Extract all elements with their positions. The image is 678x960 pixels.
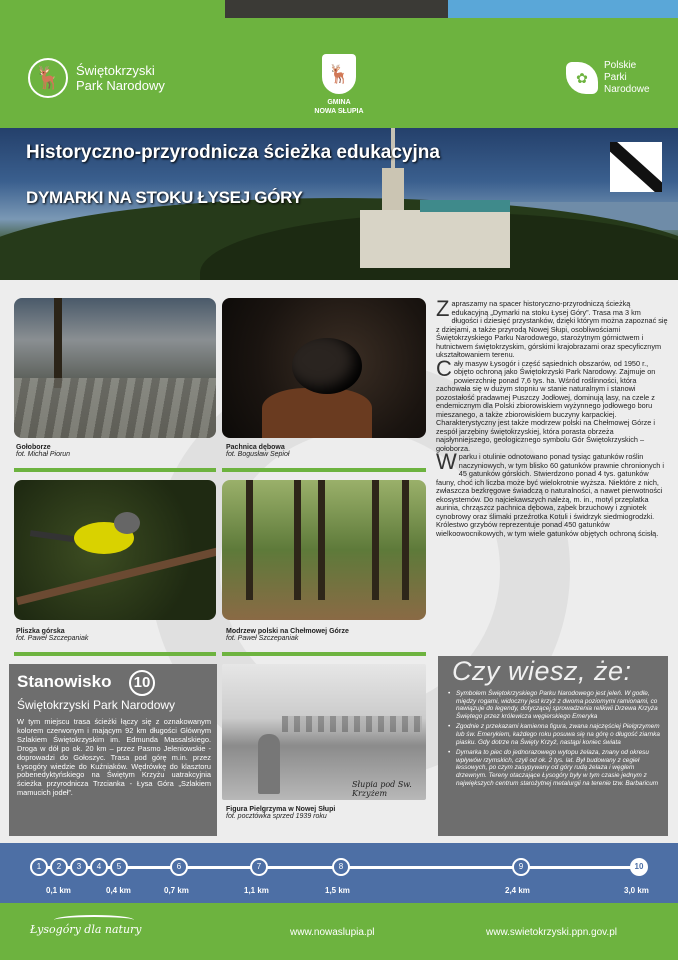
timeline-distance: 1,1 km: [244, 886, 269, 895]
caption-pielgrzym: [226, 806, 335, 820]
footer-logo: Łysogóry dla natury: [30, 923, 142, 936]
timeline-stop-5: 5: [110, 858, 128, 876]
caption-credit: fot. pocztówka sprzed 1939 roku: [226, 813, 327, 820]
station-box: [9, 664, 217, 836]
national-parks-line1: Polskie: [604, 60, 637, 71]
fact-item: • Dymarka to piec do jednorazowego wytopu żelaza, znany od okresu wpływów rzymskich, czyli od ok. 2 tys. lat. Był budowany z cegieł lessowych, po czym zasypywany od góry rudą żelaza i węglem drzewnym. Tereny otaczające Łysogóry były w tym czasie jednym z największych centrum starożytnej metalurgii na terenie tzw. Barbaricum: [448, 749, 660, 787]
gmina-logo: [314, 54, 364, 116]
station-number: 10: [129, 670, 155, 696]
timeline-distance: 0,4 km: [106, 886, 131, 895]
caption-modrzew: [226, 628, 349, 642]
timeline-distance: 3,0 km: [624, 886, 649, 895]
timeline-stop-3: 3: [70, 858, 88, 876]
footer-link-park[interactable]: www.swietokrzyski.ppn.gov.pl: [486, 927, 617, 938]
park-logo-line1: Świętokrzyski: [76, 63, 155, 78]
drop-cap: Z: [436, 296, 450, 321]
intro-paragraph-1: Zapraszamy na spacer historyczno-przyrodniczą ścieżką edukacyjną „Dymarki na stoku Łysej Góry”. Trasa ma 3 km długości i dziesięć przystanków, dzięki którym można zapoznać się z dziejami, a także przyrodą Nowej Słupi, osobliwościami Świętokrzyskiego Parku Narodowego, starożytnym górnictwem i hutnictwem świętokrzyskim, górskimi krajobrazami oraz specyficznym ukształtowaniem terenu.: [436, 296, 668, 359]
caption-credit: fot. Paweł Szczepaniak: [16, 635, 89, 642]
timeline-distance: 0,7 km: [164, 886, 189, 895]
gmina-logo-line1: GMINA: [327, 99, 351, 106]
caption-bar: [222, 468, 426, 472]
caption-bar: [14, 652, 216, 656]
timeline-stop-6: 6: [170, 858, 188, 876]
did-you-know-list: [448, 690, 660, 790]
timeline-stop-9: 9: [512, 858, 530, 876]
station-text: W tym miejscu trasa ścieżki łączy się z oznakowanym kolorem czerwonym i mającym 92 km długości Głównym Szlakiem Świętokrzyskim im. Edmunda Massalskiego. Droga w dół po ok. 20 km – przez Pasmo Jeleniowskie - doprowadzi do Gołoszyc. Trasa pod górę m.in. przez Łysogóry wiedzie do Kuźniaków. Wędrówkę do klasztoru pobenedyktyńskiego na Świętym Krzyżu uatrakcyjnia ścieżka przyrodnicza Trzcianka - Łysa Góra „Szlakiem mamucich jodeł”.: [17, 717, 211, 798]
fact-item: • Symbolem Świętokrzyskiego Parku Narodowego jest jeleń. W godle, między rogami, widoczny jest krzyż z dwoma poziomymi ramionami, co nawiązuje do legendy, dotyczącej sprowadzenia relikwii Drzewa Krzyża Świętego przez królewicza węgierskiego Emeryka: [448, 690, 660, 720]
drop-cap: W: [436, 449, 457, 474]
did-you-know-title: Czy wiesz, że:: [452, 656, 632, 686]
fact-item: • Zgodnie z przekazami kamienna figura, zwana najczęściej Pielgrzymem lub św. Emerykiem, każdego roku posuwa się na górę o długość ziarnka piasku. Gdy dotrze na Święty Krzyż, nastąpi koniec świata: [448, 723, 660, 746]
trail-timeline: [0, 843, 678, 903]
timeline-stop-1: 1: [30, 858, 48, 876]
timeline-stop-7: 7: [250, 858, 268, 876]
caption-title: Figura Pielgrzyma w Nowej Słupi: [226, 806, 336, 813]
caption-bar: [14, 468, 216, 472]
intro-paragraph-3: W parku i otulinie odnotowano ponad tysiąc gatunków roślin naczyniowych, w tym blisko 60 gatunków prawnie chronionych i 45 gatunków górskich. Stwierdzono ponad 4 tys. gatunków fauny, choć ich liczba może być wielokrotnie wyższa. Niektóre z nich, zwłaszcza bezkręgowe świadczą o naturalności, a nawet pierwotności ekosystemów. Do najciekawszych należą, m. in., motyl przeplatka aurinia, chrząszcz pachnica dębowa, ząbek brzuchowy i zgniotek cynobrowy oraz ślimaki przeźrotka Kotuli i świdrzyk siedmiogrodzki. Królestwo grzybów reprezentuje ponad 450 gatunków wielkoowocnikowych, w tym wiele gatunków objętych ochroną ścisłą.: [436, 449, 664, 538]
deer-shield-icon: 🦌: [322, 54, 356, 94]
caption-pachnica: [226, 444, 289, 458]
leaf-icon: ✿: [566, 62, 598, 94]
park-logo-line2: Park Narodowy: [76, 78, 165, 93]
deer-icon: 🦌: [28, 58, 68, 98]
trail-flag-icon: [610, 142, 662, 192]
timeline-distance: 0,1 km: [46, 886, 71, 895]
header: [0, 18, 678, 128]
trail-subtitle: DYMARKI NA STOKU ŁYSEJ GÓRY: [26, 188, 303, 207]
national-parks-logo: [566, 60, 650, 96]
photo-goloborze: [14, 298, 216, 438]
drop-cap: C: [436, 355, 452, 381]
timeline-distance: 1,5 km: [325, 886, 350, 895]
station-label: Stanowisko: [17, 672, 112, 691]
caption-credit: fot. Michał Piorun: [16, 451, 71, 458]
park-logo: [28, 58, 165, 98]
intro-text: [436, 296, 668, 538]
photo-pielgrzym: [222, 664, 426, 800]
monastery-image: [360, 188, 510, 268]
national-parks-line3: Narodowe: [604, 84, 650, 95]
footer-link-nowaslupia[interactable]: www.nowaslupia.pl: [290, 927, 375, 938]
intro-paragraph-2: Cały masyw Łysogór i część sąsiednich obszarów, od 1950 r., objęto ochroną jako Świętokrzyski Park Narodowy. Zajmuje on powierzchnię ponad 7,6 tys. ha. Wśród roślinności, która zachowała się w dużym stopniu w stanie naturalnym i stanowi pozostałość pradawnej Puszczy Jodłowej, dominują lasy, na czele z endemicznym dla Polski zbiorowiskiem wyżynnego jodłowego boru mieszanego, a także zbiorowiskiem buczyny karpackiej. Charakterystyczny jest także modrzew polski na Chełmowej Górze i zespół jarzębiny świętokrzyskiej, która porasta obrzeża najsłynniejszego, geologicznego symbolu Gór Świętokrzyskich – gołoborza.: [436, 355, 656, 453]
timeline-stop-2: 2: [50, 858, 68, 876]
timeline-stop-8: 8: [332, 858, 350, 876]
caption-title: Gołoborze: [16, 444, 51, 451]
trail-title: Historyczno-przyrodnicza ścieżka edukacyjna: [26, 142, 440, 163]
did-you-know-box: [438, 656, 668, 836]
timeline-stop-10-current: 10: [630, 858, 648, 876]
photo-modrzew: [222, 480, 426, 620]
photo-pliszka: [14, 480, 216, 620]
caption-credit: fot. Paweł Szczepaniak: [226, 635, 299, 642]
caption-title: Pliszka górska: [16, 628, 65, 635]
station-subtitle: Świętokrzyski Park Narodowy: [17, 698, 176, 712]
caption-title: Modrzew polski na Chełmowej Górze: [226, 628, 349, 635]
caption-pliszka: [16, 628, 88, 642]
caption-goloborze: [16, 444, 70, 458]
caption-credit: fot. Bogusław Sepioł: [226, 451, 290, 458]
photo-pachnica: [222, 298, 426, 438]
caption-title: Pachnica dębowa: [226, 444, 285, 451]
timeline-distance: 2,4 km: [505, 886, 530, 895]
gmina-logo-line2: NOWA SŁUPIA: [314, 108, 364, 115]
caption-bar: [222, 652, 426, 656]
timeline-stop-4: 4: [90, 858, 108, 876]
top-color-bar: [0, 0, 678, 18]
title-banner: [0, 128, 678, 280]
national-parks-line2: Parki: [604, 72, 627, 83]
footer: [0, 903, 678, 960]
postcard-inscription: Słupia pod Sw. Krzyżem: [352, 780, 412, 798]
